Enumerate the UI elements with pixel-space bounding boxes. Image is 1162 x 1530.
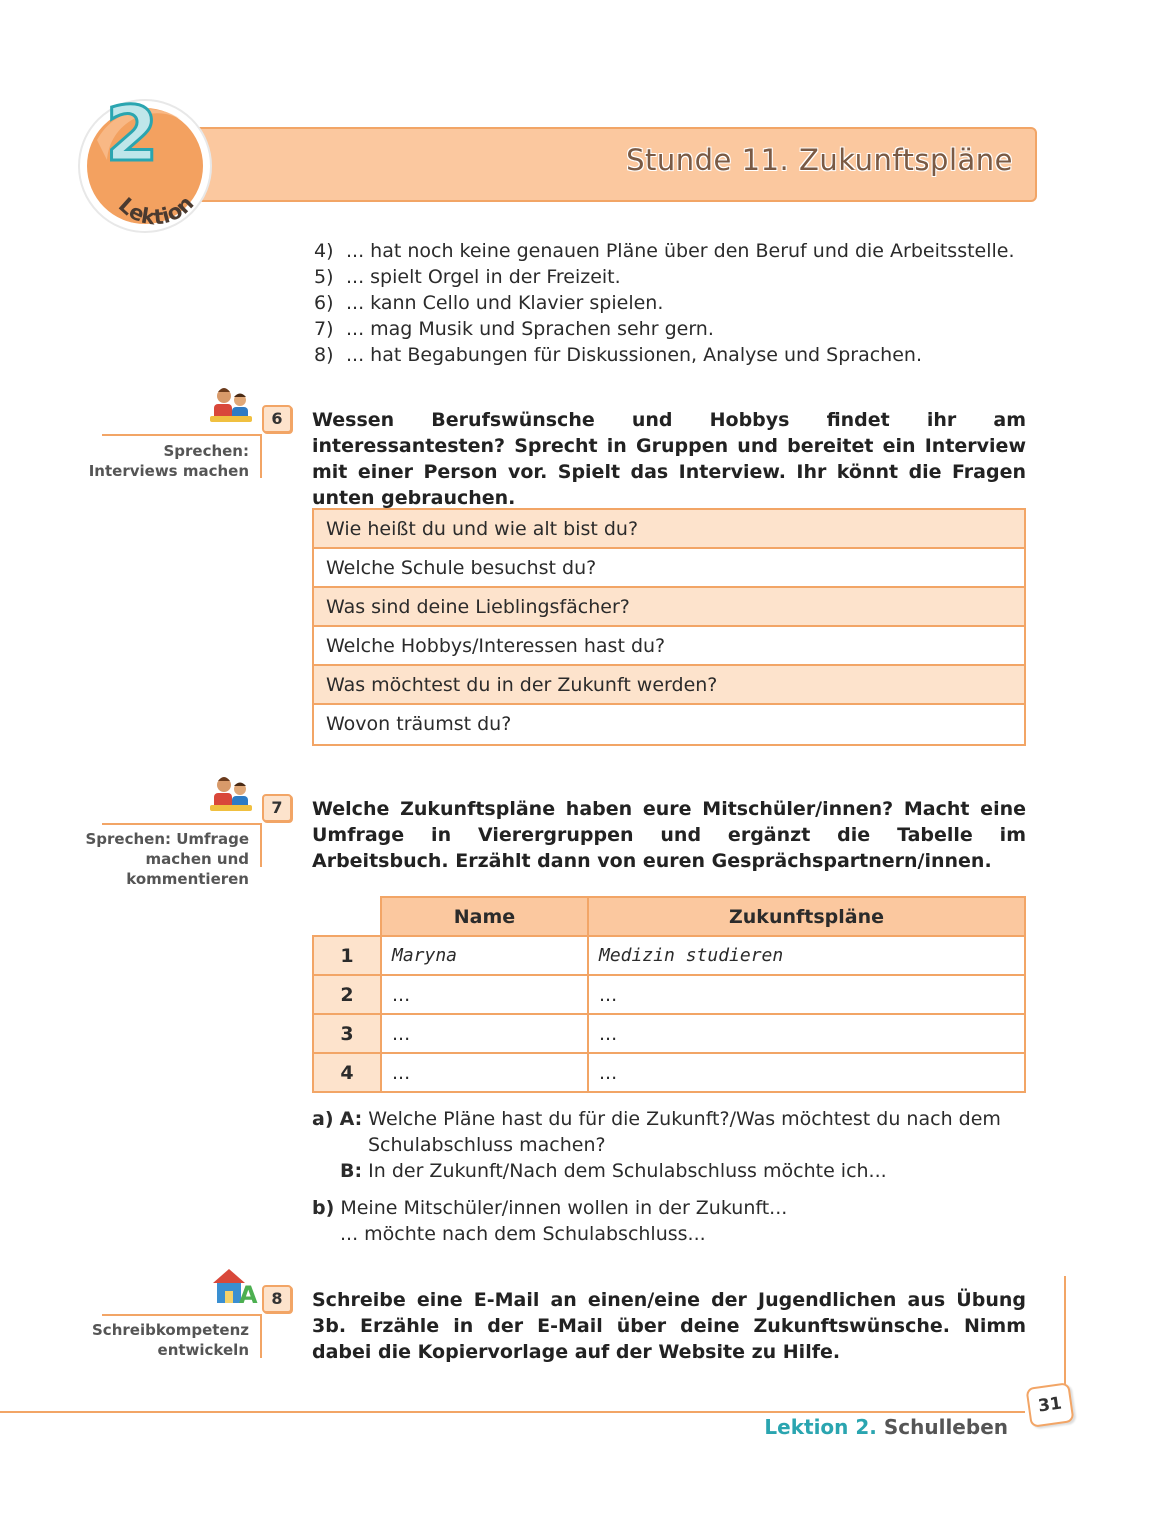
table-row: 3 ... ...: [313, 1014, 1025, 1053]
speaking-icon: [208, 386, 254, 426]
question-row: Was möchtest du in der Zukunft werden?: [314, 666, 1024, 705]
badge-number: 2: [105, 90, 159, 178]
speaking-icon: [208, 775, 254, 815]
skill-label-6: Sprechen: Interviews machen: [88, 442, 249, 480]
list-item: 7) ... mag Musik und Sprachen sehr gern.: [314, 318, 714, 340]
task-8: Schreibe eine E-Mail an einen/eine der Jugendlichen aus Übung 3b. Erzähle in der E-Mail über deine Zukunftswünsche. Nimm dabei die Kopiervorlage auf der Website zu Hilfe.: [312, 1289, 1026, 1363]
divider: [260, 434, 262, 478]
task-7: Welche Zukunftspläne haben eure Mitschüler/innen? Macht eine Umfrage in Vierergruppen und ergänzt die Tabelle im Arbeitsbuch. Erzählt dann von euren Gesprächspartnern/innen.: [312, 798, 1026, 872]
table-row: 1 Maryna Medizin studieren: [313, 936, 1025, 975]
divider: [102, 823, 262, 825]
task-6: Wessen Berufswünsche und Hobbys findet ihr am interessantesten? Sprecht in Gruppen und bereitet ein Interview mit einer Person vor. Spielt das Interview. Ihr könnt die Fragen unten gebrauchen.: [312, 409, 1026, 509]
footer-caption: Lektion 2. Schulleben: [764, 1415, 1008, 1439]
survey-table: [312, 896, 1026, 1093]
dialogue-a: a) A: Welche Pläne hast du für die Zukunft?/Was möchtest du nach dem Schulabschluss machen? B: In der Zukunft/Nach dem Schulabschluss möchte ich...: [312, 1108, 1001, 1182]
badge-word: Lektion: [113, 191, 199, 230]
exercise-number-6: 6: [262, 405, 292, 433]
question-row: Was sind deine Lieblingsfächer?: [314, 588, 1024, 627]
continued-list: [314, 238, 1034, 368]
dialogue-b: b) Meine Mitschüler/innen wollen in der Zukunft... ... möchte nach dem Schulabschluss...: [312, 1197, 788, 1245]
lesson-badge: [72, 90, 217, 235]
question-row: Welche Hobbys/Interessen hast du?: [314, 627, 1024, 666]
question-row: Welche Schule besuchst du?: [314, 549, 1024, 588]
question-row: Wie heißt du und wie alt bist du?: [314, 510, 1024, 549]
column-header-name: Name: [381, 897, 588, 936]
list-item: 8) ... hat Begabungen für Diskussionen, Analyse und Sprachen.: [314, 344, 922, 366]
table-row: 2 ... ...: [313, 975, 1025, 1014]
question-row: Wovon träumst du?: [326, 713, 512, 735]
divider: [260, 823, 262, 867]
list-item: 5) ... spielt Orgel in der Freizeit.: [314, 266, 621, 288]
writing-icon: [209, 1265, 258, 1309]
exercise-number-7: 7: [262, 794, 292, 822]
page-number: 31: [1025, 1382, 1074, 1428]
footer-divider: [0, 1411, 1025, 1413]
divider: [102, 1314, 262, 1316]
divider: [260, 1314, 262, 1358]
skill-label-8: Schreibkompetenz entwickeln: [92, 1321, 249, 1359]
exercise-number-8: 8: [262, 1285, 292, 1313]
page-title: Stunde 11. Zukunftspläne: [626, 143, 1013, 177]
divider: [102, 434, 262, 436]
divider: [1064, 1276, 1066, 1386]
skill-label-7: Sprechen: Umfrage machen und kommentieren: [85, 830, 249, 888]
question-table: [312, 508, 1026, 746]
column-header-plans: Zukunftspläne: [588, 897, 1025, 936]
svg-text:A: A: [239, 1281, 258, 1309]
header-banner: [180, 127, 1037, 202]
table-row: 4 ... ...: [313, 1053, 1025, 1092]
list-item: 6) ... kann Cello und Klavier spielen.: [314, 292, 664, 314]
list-item: 4) ... hat noch keine genauen Pläne über den Beruf und die Arbeitsstelle.: [314, 240, 1015, 262]
